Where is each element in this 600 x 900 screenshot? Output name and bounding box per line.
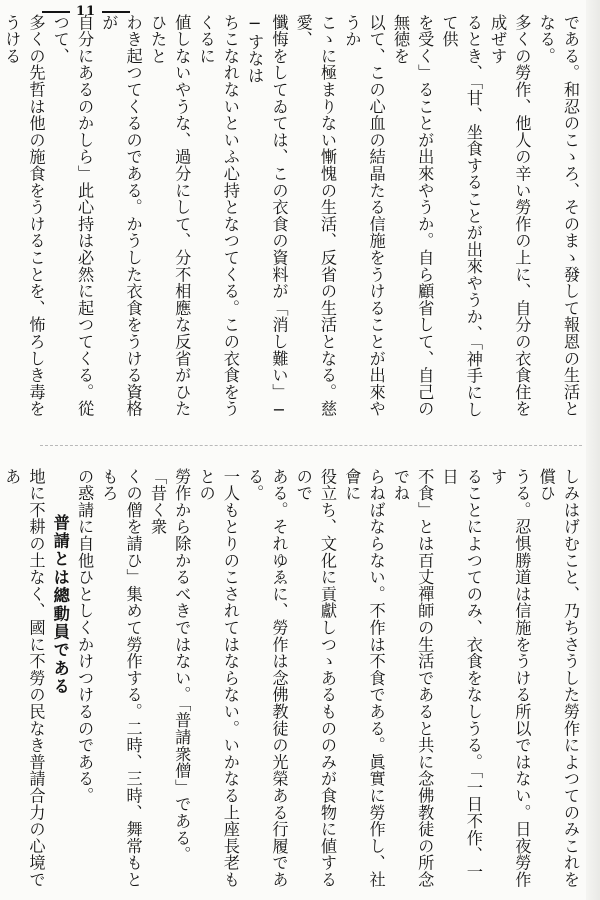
text-line: らねばならない。不作は不食である。眞實に勞作し、社會に [342, 468, 386, 888]
header-rule-left [42, 11, 70, 13]
text-line: しみはげむこと、乃ちさうした勞作によつてのみこれを償ひ [536, 468, 580, 888]
text-line: の惑請に自他ひとしくかけつけるのである。 [75, 468, 95, 804]
text-line: 自分にあるのかしら」此心持は必然に起つてくる。從つて、 [50, 14, 95, 418]
text-line: こゝに極まりない慚愧の生活、反省の生活となる。慈愛、 [293, 14, 338, 418]
text-line: 懺悔をしてゐては、この衣食の資料が「消し難い」──すなは [245, 14, 289, 420]
text-line: 一人もとりのこされてはならない。いかなる上座長老もとの [196, 468, 240, 888]
header-rule-right [102, 11, 130, 13]
text-line: うる。忍惧勝道は信施をうける所以ではない。日夜勞作す [488, 468, 532, 888]
text-line: ある。それゆゑに、勞作は念佛教徒の光榮ある行履である。 [245, 468, 289, 888]
top-text-block [2, 14, 582, 429]
text-line: である。和忍のこゝろ、そのまゝ發して報恩の生活となる。 [536, 14, 580, 418]
text-line: 多くの先哲は他の施食をうけることを、怖ろしき毒をうける [2, 14, 46, 418]
text-line: 多くの勞作、他人の辛い勞作の上に、自分の衣食住を成ぜす [488, 14, 532, 418]
block-divider [40, 445, 582, 446]
text-line: 以て、この心血の結晶たる信施をうけることが出來やうか [342, 14, 386, 418]
text-line: 不食」とは百丈禪師の生活であると共に念佛教徒の所念でね [390, 468, 435, 888]
text-line: 地に不耕の土なく、國に不勞の民なき普請合力の心境であ [2, 468, 46, 888]
text-line: 値しないやうな、過分にして、分不相應な反省がひたひたと [147, 14, 192, 418]
text-line: 役立ち、文化に貢獻しつゝあるもののみが食物に値するので [293, 468, 338, 888]
page-number: 11 [76, 4, 97, 19]
text-line: るとき、「甘、坐食することが出來やうか、「神手にして供 [439, 14, 483, 418]
text-line: ちこなれないといふ心持となつてくる。この衣食をうくるに [196, 14, 240, 418]
text-line: 勞作から除かるべきではない。「普請衆僧」である。「昔く衆 [147, 468, 192, 864]
text-line: を受く」ることが出來やうか。自ら顧省して、自己の無徳を [390, 14, 435, 418]
text-line: くの僧を請ひ」集めて勞作する。二時、三時、舞常もともろ [99, 468, 143, 888]
text-line: わき起つてくるのである。かうした衣食をうける資格が [99, 14, 143, 418]
text-line: ることによつてのみ、衣食をなしうる。「一日不作、一日 [439, 468, 483, 880]
page-gutter [586, 0, 600, 900]
bottom-text-block [2, 468, 582, 888]
section-heading: 普請とは總動員である [50, 514, 70, 696]
